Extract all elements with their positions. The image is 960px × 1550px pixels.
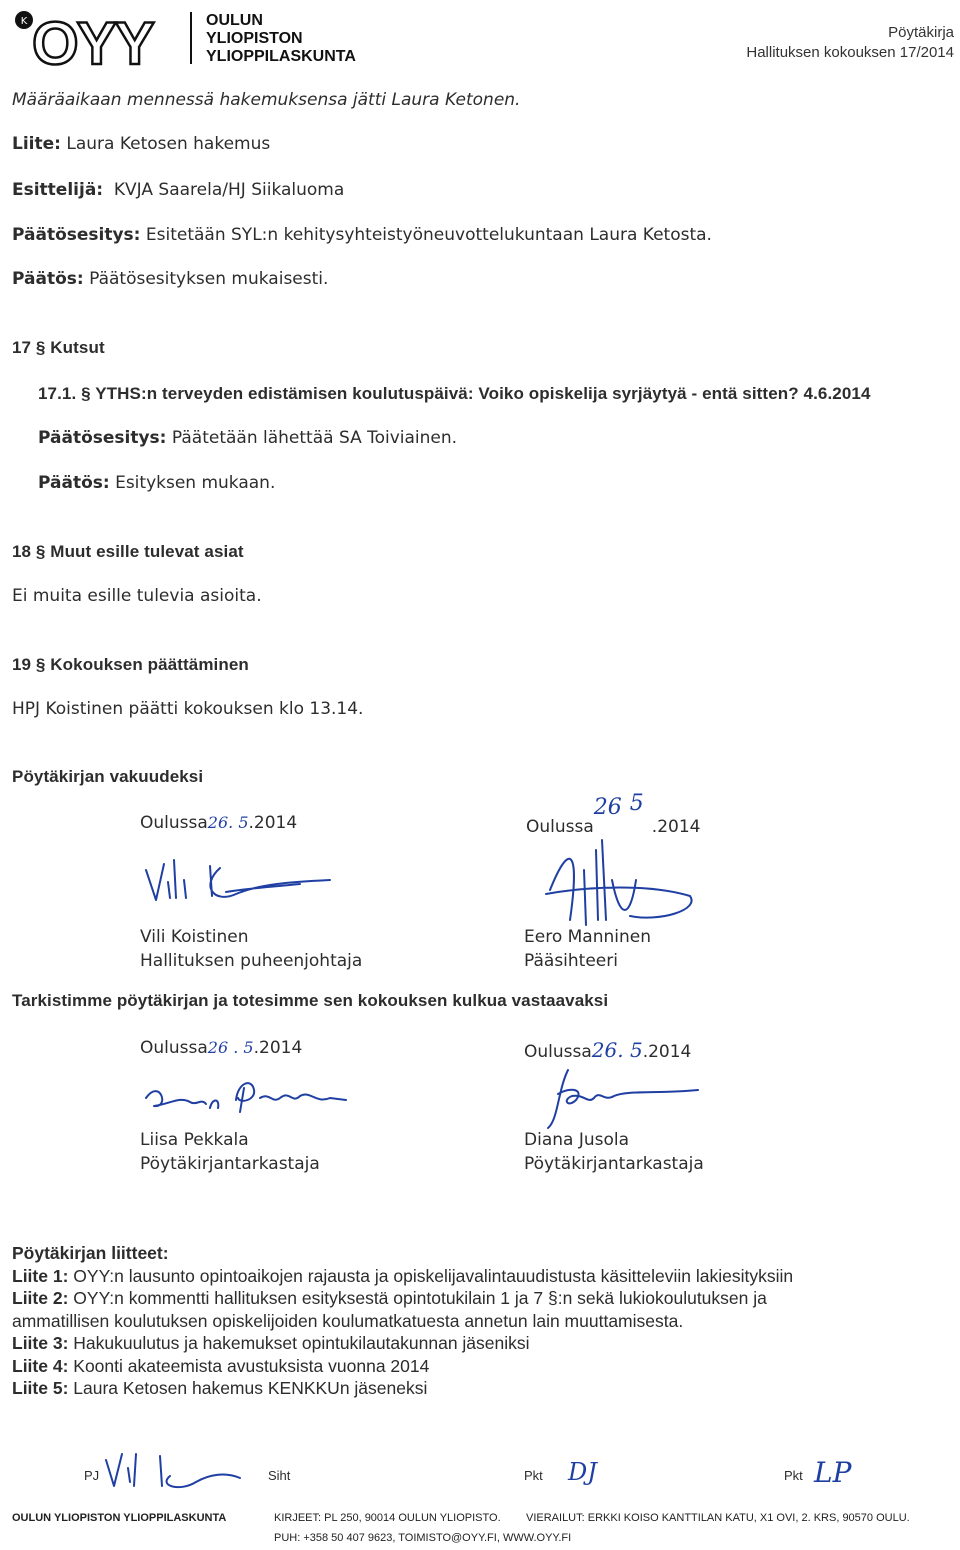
right-signer-role: Pääsihteeri (524, 951, 618, 971)
initials-pkt1-signature: DJ (568, 1458, 597, 1486)
attachments-title: Pöytäkirjan liitteet: (12, 1243, 169, 1263)
signature-manninen (540, 830, 710, 930)
section-17-1-title: 17.1. § YTHS:n terveyden edistämisen koulutuspäivä: Voiko opiskelija syrjäytyä - entä sitten? 4.6.2014 (38, 384, 871, 403)
org-name: OULUN YLIOPISTON YLIOPPILASKUNTA (206, 12, 356, 65)
deadline-text: Määräaikaan mennessä hakemuksensa jätti Laura Ketonen. (12, 90, 521, 110)
review-right-date: Oulussa26. 5.2014 (524, 1038, 692, 1062)
svg-text:K: K (20, 16, 28, 27)
right-signer-name: Eero Manninen (524, 927, 651, 947)
proposal-line: Päätösesitys: Esitetään SYL:n kehitysyhteistyöneuvottelukuntaan Laura Ketosta. (12, 225, 712, 245)
attachment-item-3: Liite 3: Hakukuulutus ja hakemukset opintukilautakunnan jäseniksi (12, 1333, 530, 1353)
attachment-item-2: Liite 2: OYY:n kommentti hallituksen esityksestä opintotukilain 1 ja 7 §:n sekä lukiokoulutuksen ja (12, 1288, 767, 1308)
logo-divider (190, 12, 192, 64)
attachment-item-4: Liite 4: Koonti akateemista avustuksista vuonna 2014 (12, 1355, 430, 1376)
signatures-title: Pöytäkirjan vakuudeksi (12, 767, 204, 786)
section-19-body: HPJ Koistinen päätti kokouksen klo 13.14. (12, 699, 364, 719)
initials-pj-signature (100, 1446, 250, 1496)
decision-line: Päätös: Päätösesityksen mukaisesti. (12, 269, 329, 289)
initials-pkt1-label: Pkt (524, 1468, 543, 1483)
signature-pekkala (140, 1068, 350, 1118)
signature-jusola (528, 1060, 708, 1130)
attachment-item-2-cont: ammatillisen koulutuksen opiskelijoiden koulumatkatuesta annetun lain muuttamisesta. (12, 1310, 684, 1331)
left-signer-role: Hallituksen puheenjohtaja (140, 951, 363, 971)
presenter-line: Esittelijä: KVJA Saarela/HJ Siikaluoma (12, 180, 345, 200)
review-right-signer (524, 1128, 704, 1176)
left-sign-date: Oulussa26. 5.2014 (140, 813, 298, 833)
signature-koistinen (140, 852, 370, 912)
meeting-number: Hallituksen kokouksen 17/2014 (746, 44, 954, 61)
attachment-item-5: Liite 5: Laura Ketosen hakemus KENKKUn jäseneksi (12, 1378, 428, 1398)
review-right-name: Diana Jusola (524, 1130, 630, 1150)
review-right-role: Pöytäkirjantarkastaja (524, 1154, 704, 1174)
initials-siht-label: Siht (268, 1468, 291, 1483)
section-17-title: 17 § Kutsut (12, 338, 105, 357)
right-signer (524, 925, 651, 973)
review-title: Tarkistimme pöytäkirjan ja totesimme sen kokouksen kulkua vastaavaksi (12, 991, 609, 1010)
doc-type: Pöytäkirja (888, 24, 954, 41)
attachment-item-1: Liite 1: OYY:n lausunto opintoaikojen rajausta ja opiskelijavalintauudistusta käsitteleviin lakiesityksiin (12, 1265, 794, 1286)
left-signer (140, 925, 362, 973)
footer-visit-address: VIERAILUT: ERKKI KOISO KANTTILAN KATU, X1 OVI, 2. KRS, 90570 OULU. (526, 1512, 910, 1524)
initials-pkt2-label: Pkt (784, 1468, 803, 1483)
section-19-title: 19 § Kokouksen päättäminen (12, 655, 249, 674)
footer-org: OULUN YLIOPISTON YLIOPPILASKUNTA (12, 1512, 227, 1524)
svg-text:OYY: OYY (32, 10, 153, 68)
initials-pj-label: PJ (84, 1468, 100, 1483)
section-17-decision: Päätös: Esityksen mukaan. (38, 473, 276, 493)
left-signer-name: Vili Koistinen (140, 927, 249, 947)
section-18-title: 18 § Muut esille tulevat asiat (12, 542, 244, 561)
section-18-body: Ei muita esille tulevia asioita. (12, 586, 262, 606)
attachment-line: Liite: Laura Ketosen hakemus (12, 134, 271, 154)
review-left-signer (140, 1128, 320, 1176)
footer-contact: PUH: +358 50 407 9623, TOIMISTO@OYY.FI, WWW.OYY.FI (274, 1532, 572, 1544)
review-left-name: Liisa Pekkala (140, 1130, 249, 1150)
oyy-logo (8, 6, 198, 68)
footer-mail-address: KIRJEET: PL 250, 90014 OULUN YLIOPISTO. (274, 1512, 501, 1524)
initials-pkt2-signature: LP (814, 1456, 852, 1489)
review-left-role: Pöytäkirjantarkastaja (140, 1154, 320, 1174)
section-17-proposal: Päätösesitys: Päätetään lähettää SA Toiviainen. (38, 428, 458, 448)
right-sign-date: Oulussa26 5.2014 (526, 791, 701, 837)
attachments-list (12, 1242, 793, 1400)
review-left-date: Oulussa26 . 5.2014 (140, 1038, 303, 1058)
